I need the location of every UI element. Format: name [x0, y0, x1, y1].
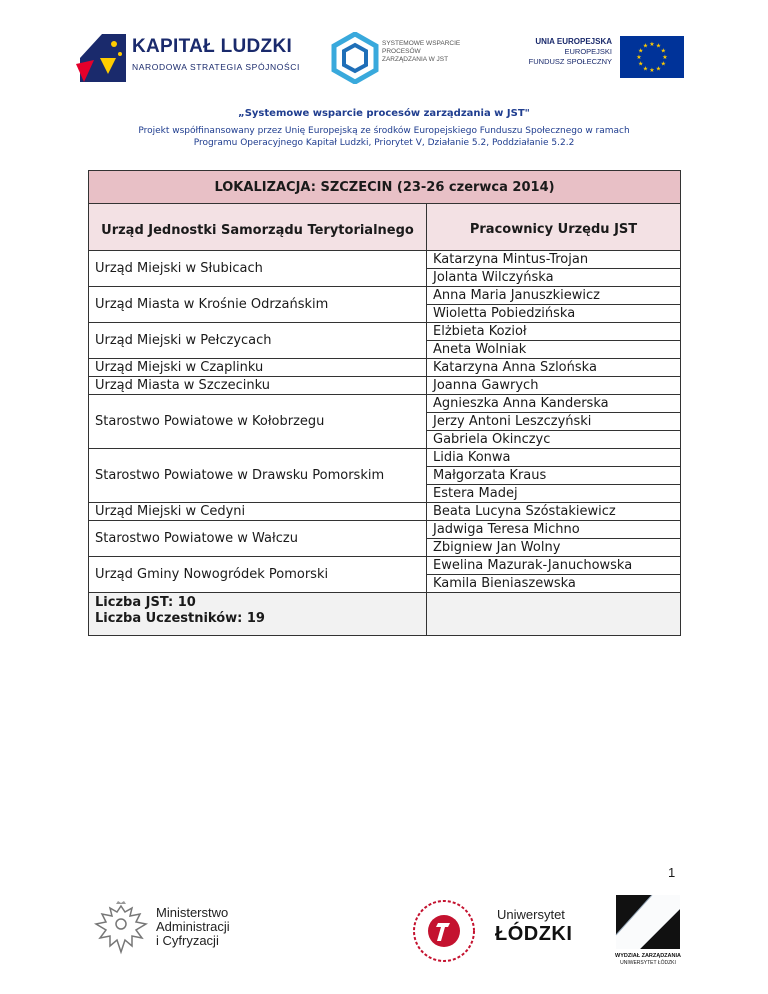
project-title: „Systemowe wsparcie procesów zarządzania w JST" [238, 108, 530, 119]
eu-star-icon: ★ [642, 42, 649, 50]
table-row [89, 377, 681, 395]
summary-row [89, 593, 681, 636]
project-description-line2: Programu Operacyjnego Kapitał Ludzki, Priorytet V, Działanie 5.2, Poddziałanie 5.2.2 [193, 138, 575, 148]
column-header-employees: Pracownicy Urzędu JST [427, 204, 681, 251]
systemowe-line1: SYSTEMOWE WSPARCIE [382, 40, 461, 47]
university-name-line2: ŁÓDZKI [495, 923, 573, 945]
university-logo [405, 895, 595, 965]
unia-line1: UNIA EUROPEJSKA [535, 37, 612, 46]
office-name: Urząd Miasta w Krośnie Odrzańskim [89, 287, 427, 323]
kapital-ludzki-emblem-icon [70, 28, 130, 88]
table-row [89, 395, 681, 413]
eu-star-icon: ★ [649, 41, 655, 48]
office-name: Urząd Miejski w Czaplinku [89, 359, 427, 377]
employee-name: Ewelina Mazurak-Januchowska [427, 557, 681, 575]
eu-star-icon: ★ [642, 65, 649, 73]
employee-name: Joanna Gawrych [427, 377, 681, 395]
employee-name: Anna Maria Januszkiewicz [427, 287, 681, 305]
ministry-line2: Administracji [156, 919, 230, 934]
office-name: Urząd Gminy Nowogródek Pomorski [89, 557, 427, 593]
office-name: Starostwo Powiatowe w Kołobrzegu [89, 395, 427, 449]
employee-name: Beata Lucyna Szóstakiewicz [427, 503, 681, 521]
summary-participant-count: Liczba Uczestników: 19 [95, 611, 265, 626]
employee-name: Aneta Wolniak [427, 341, 681, 359]
employee-name: Wioletta Pobiedzińska [427, 305, 681, 323]
summary-jst-count: Liczba JST: 10 [95, 595, 196, 610]
systemowe-line2: PROCESÓW [382, 48, 421, 55]
table-row [89, 557, 681, 575]
eu-flag-icon [620, 36, 684, 78]
table-row [89, 449, 681, 467]
hexagon-logo-icon [330, 32, 380, 84]
eu-star-icon: ★ [660, 47, 666, 55]
employee-name: Jolanta Wilczyńska [427, 269, 681, 287]
systemowe-line3: ZARZĄDZANIA W JST [382, 56, 449, 63]
column-header-office: Urząd Jednostki Samorządu Terytorialnego [89, 204, 427, 251]
ministry-logo [92, 900, 292, 960]
employee-name: Agnieszka Anna Kanderska [427, 395, 681, 413]
employee-name: Gabriela Okinczyc [427, 431, 681, 449]
ministry-line1: Ministerstwo [156, 905, 229, 920]
eagle-emblem-icon [92, 900, 150, 958]
kapital-ludzki-title: KAPITAŁ LUDZKI [132, 36, 293, 57]
ministry-line3: i Cyfryzacji [156, 933, 219, 948]
summary-cell [89, 593, 427, 636]
project-description [84, 125, 684, 149]
systemowe-wsparcie-text [382, 40, 482, 64]
table-row [89, 521, 681, 539]
employee-name: Lidia Konwa [427, 449, 681, 467]
unia-line2: EUROPEJSKI [564, 47, 612, 56]
table-row [89, 251, 681, 269]
unia-line3: FUNDUSZ SPOŁECZNY [528, 57, 612, 66]
eu-star-icon: ★ [662, 54, 668, 61]
eu-star-icon: ★ [660, 60, 666, 68]
university-seal-icon [405, 895, 483, 965]
employee-name: Jadwiga Teresa Michno [427, 521, 681, 539]
eu-star-icon: ★ [636, 54, 642, 61]
unia-europejska-text [510, 36, 612, 67]
table-row [89, 359, 681, 377]
faculty-emblem-icon [612, 895, 684, 953]
office-name: Starostwo Powiatowe w Wałczu [89, 521, 427, 557]
eu-star-icon: ★ [655, 42, 662, 50]
kapital-ludzki-subtitle: NARODOWA STRATEGIA SPÓJNOŚCI [132, 62, 300, 72]
faculty-name-line1: WYDZIAŁ ZARZĄDZANIA [615, 953, 681, 959]
table-row [89, 323, 681, 341]
eu-star-icon: ★ [655, 65, 662, 73]
faculty-logo [612, 895, 684, 967]
employee-name: Estera Madej [427, 485, 681, 503]
employee-name: Elżbieta Kozioł [427, 323, 681, 341]
employee-name: Kamila Bieniaszewska [427, 575, 681, 593]
employee-name: Jerzy Antoni Leszczyński [427, 413, 681, 431]
office-name: Urząd Miejski w Słubicach [89, 251, 427, 287]
faculty-name-line2: UNIWERSYTET ŁÓDZKI [620, 960, 676, 966]
office-name: Urząd Miejski w Pełczycach [89, 323, 427, 359]
location-header: LOKALIZACJA: SZCZECIN (23-26 czerwca 2014) [89, 171, 681, 204]
eu-star-icon: ★ [638, 60, 644, 68]
eu-star-icon: ★ [638, 47, 644, 55]
kapital-ludzki-logo [70, 28, 300, 88]
page-number: 1 [668, 865, 676, 880]
employee-name: Małgorzata Kraus [427, 467, 681, 485]
summary-blank-cell [427, 593, 681, 636]
university-name-line1: Uniwersytet [497, 907, 565, 922]
table-row [89, 503, 681, 521]
systemowe-wsparcie-logo [330, 30, 480, 86]
participants-table [88, 170, 680, 636]
office-name: Starostwo Powiatowe w Drawsku Pomorskim [89, 449, 427, 503]
office-name: Urząd Miasta w Szczecinku [89, 377, 427, 395]
office-name: Urząd Miejski w Cedyni [89, 503, 427, 521]
employee-name: Zbigniew Jan Wolny [427, 539, 681, 557]
project-description-line1: Projekt współfinansowany przez Unię Europejską ze środków Europejskiego Funduszu Społecznego w ramach [138, 126, 630, 136]
employee-name: Katarzyna Anna Szlońska [427, 359, 681, 377]
unia-europejska-logo [510, 36, 690, 82]
employee-name: Katarzyna Mintus-Trojan [427, 251, 681, 269]
table-row [89, 287, 681, 305]
eu-star-icon: ★ [649, 67, 655, 74]
ministry-name [156, 906, 230, 948]
